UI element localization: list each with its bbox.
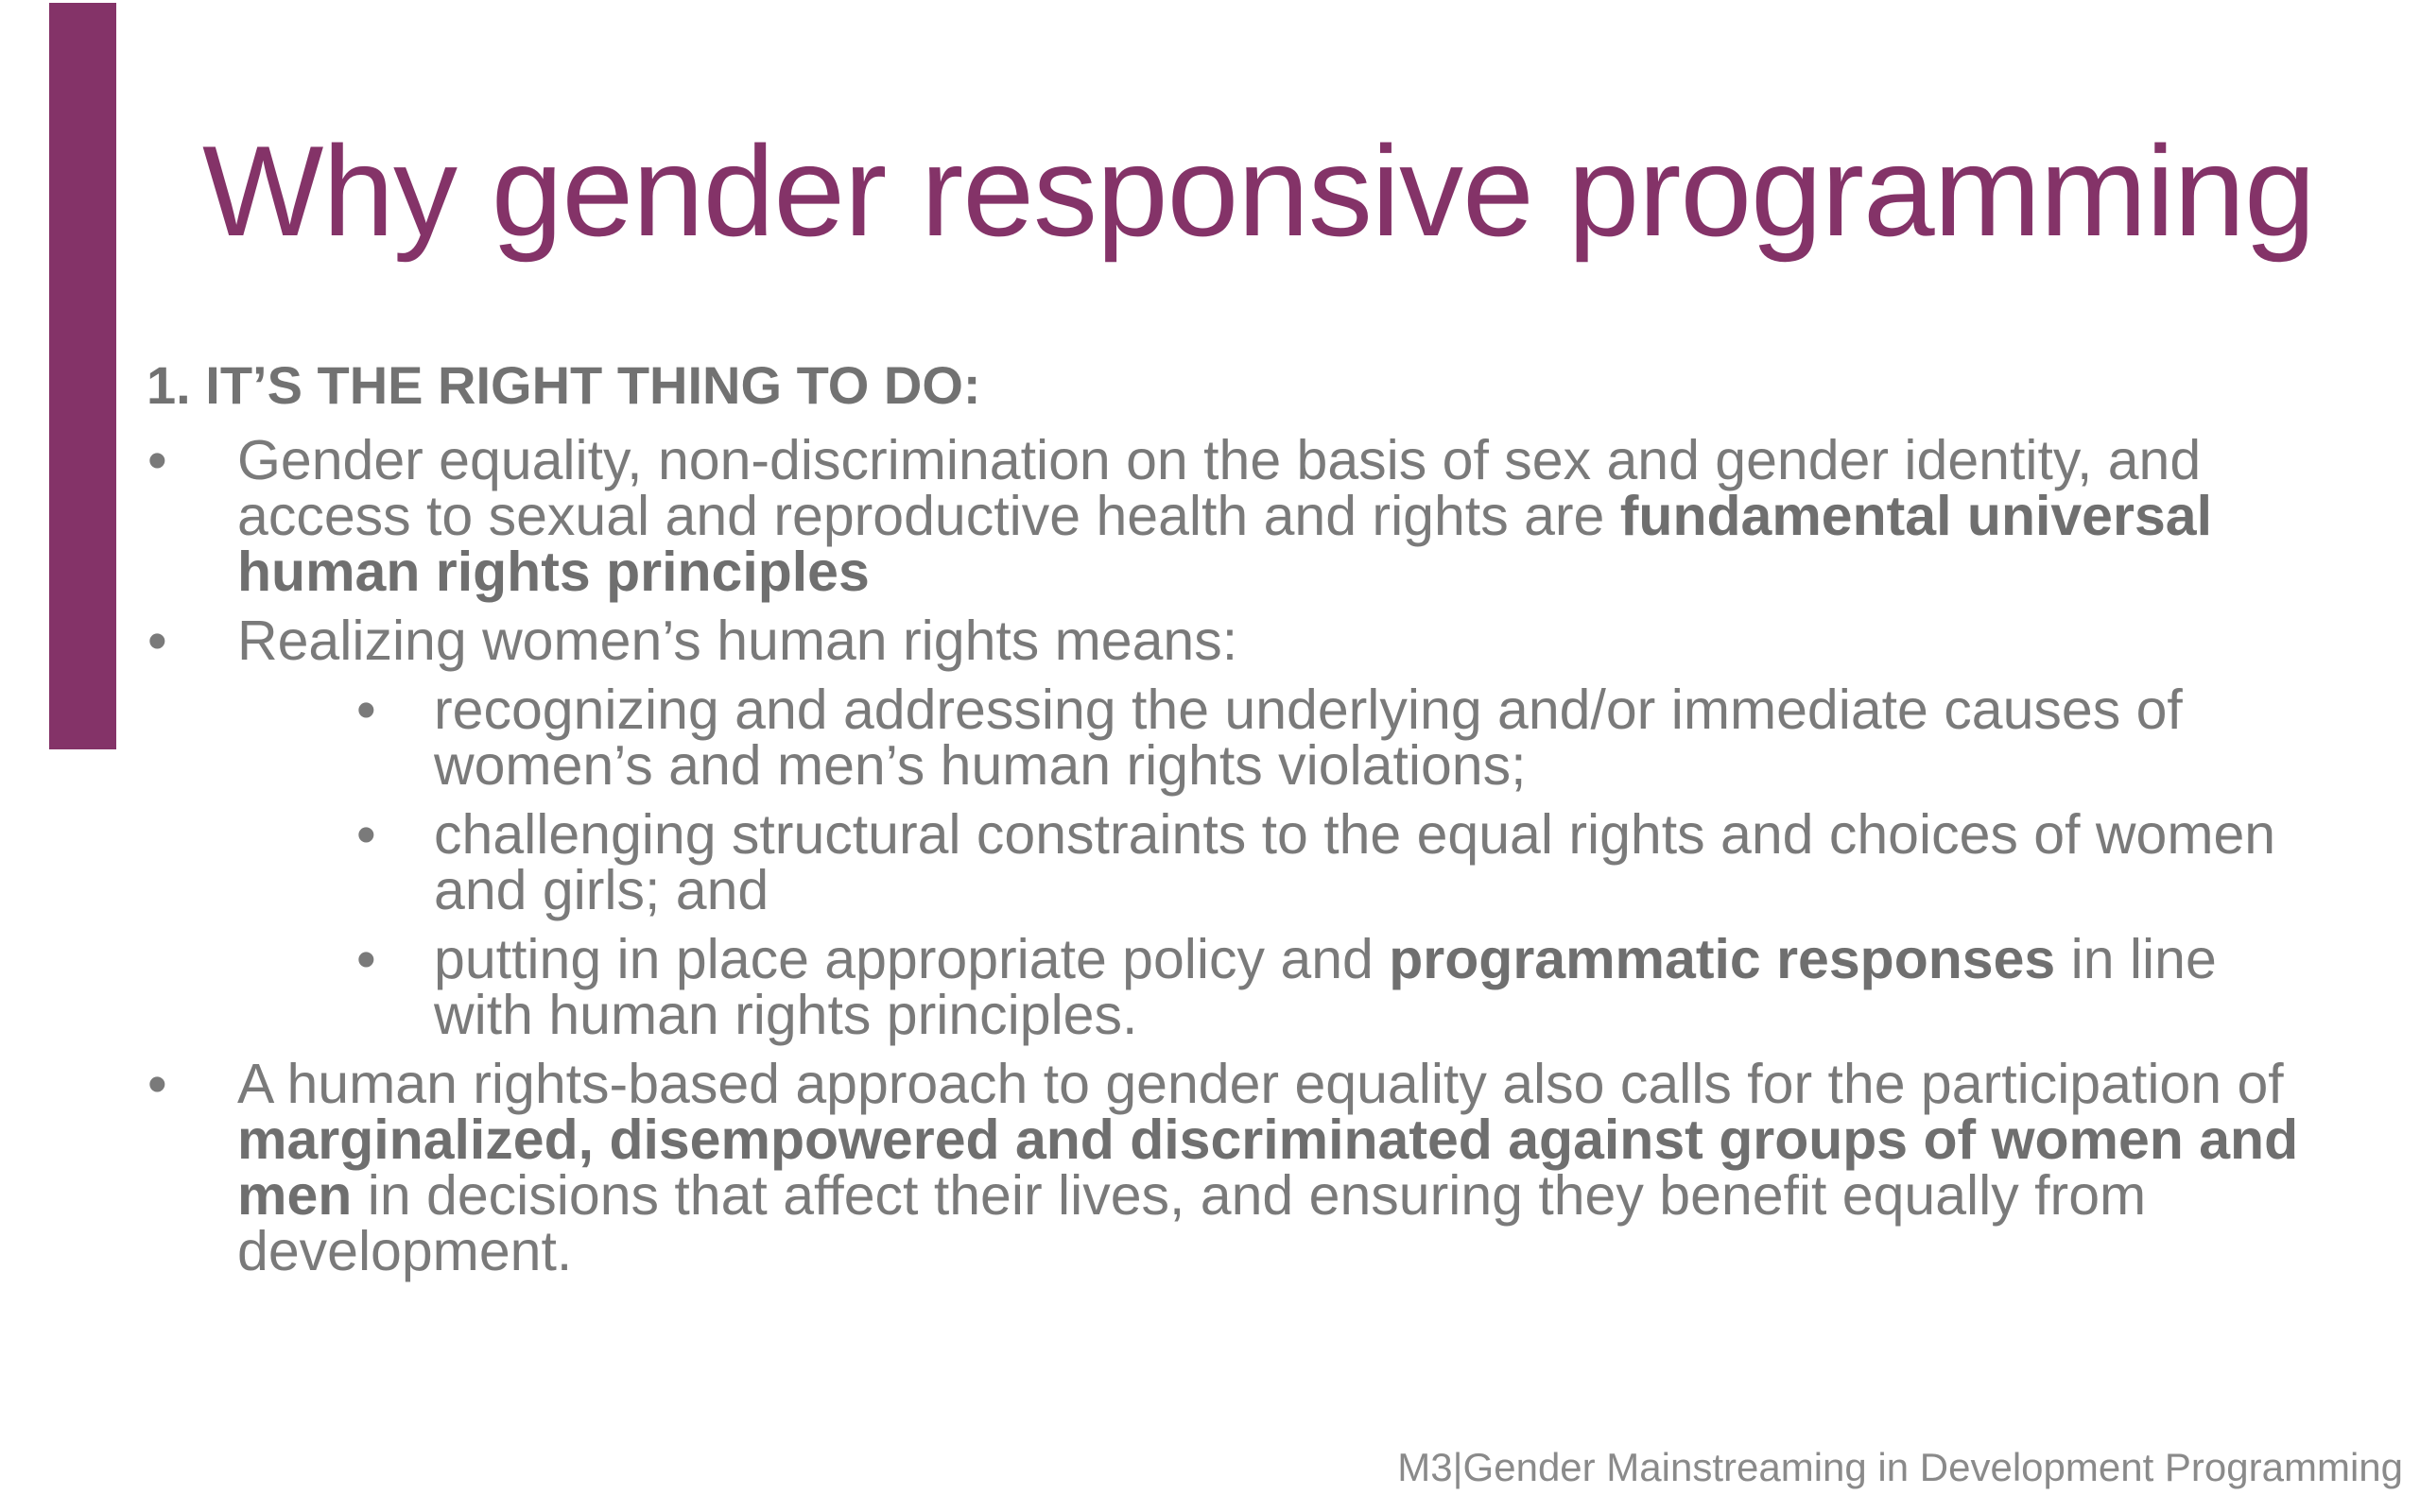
emphasis-text: programmatic responses [1389,928,2056,990]
sub-list-item [237,928,2321,1046]
bullet-list [147,429,2321,1282]
bullet-dot-icon: • [356,679,376,741]
sub-bullet-list [237,679,2321,1046]
list-item [147,1053,2321,1282]
bullet-text: challenging structural constraints to the equal rights and choices of women and girls; and [434,803,2276,921]
bullet-text: A human rights-based approach to gender equality also calls for the participation of [237,1053,2284,1115]
slide-footer: M3|Gender Mainstreaming in Development Programming [1397,1445,2403,1489]
sub-list-item [237,803,2321,921]
list-item-text [434,928,2217,1046]
bullet-dot-icon: • [356,928,376,990]
section-heading: 1. IT’S THE RIGHT THING TO DO: [147,355,981,415]
slide-content [147,355,2321,1293]
list-item [147,429,2321,603]
bullet-text: recognizing and addressing the underlying and/or immediate causes of women’s and men’s human rights violations; [434,679,2183,797]
bullet-text: putting in place appropriate policy and [434,928,1390,990]
accent-bar [49,3,116,749]
list-item-text [237,610,1237,672]
bullet-text: Gender equality, non-discrimination on the basis of sex and gender identity, and access to sexual and reproductive health and rights are [237,429,2202,547]
bullet-text: in decisions that affect their lives, and ensuring they benefit equally from development. [237,1164,2147,1282]
bullet-text: in line with human rights principles. [434,928,2217,1046]
bullet-dot-icon: • [147,1053,167,1115]
list-item-text [237,1053,2298,1282]
bullet-text: Realizing women’s human rights means: [237,610,1238,672]
slide-title: Why gender responsive programming [202,119,2315,263]
list-item-text [237,429,2212,603]
bullet-dot-icon: • [356,803,376,866]
emphasis-text: marginalized, disempowered and discriminated against groups of women and men [237,1108,2299,1227]
emphasis-text: fundamental universal human rights principles [237,485,2212,603]
list-item [147,610,2321,1046]
sub-list-item [237,679,2321,797]
list-item-text [434,803,2275,921]
bullet-dot-icon: • [147,610,167,672]
bullet-dot-icon: • [147,429,167,491]
list-item-text [434,679,2183,797]
